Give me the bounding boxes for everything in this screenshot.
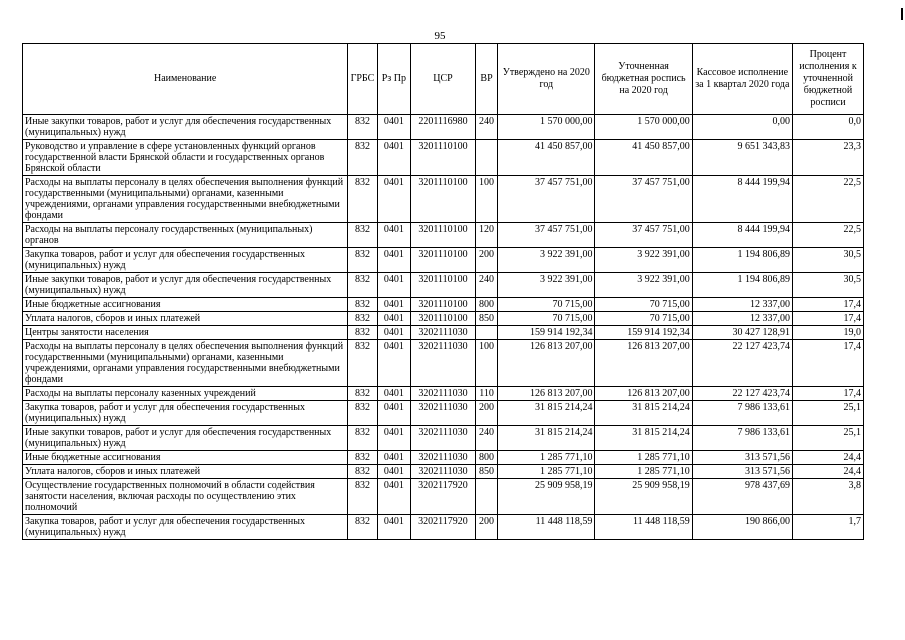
cell-cash: 12 337,00 — [692, 298, 792, 312]
cell-csr: 3202111030 — [411, 401, 476, 426]
cell-rzpr: 0401 — [377, 115, 410, 140]
cell-csr: 3201110100 — [411, 176, 476, 223]
cell-rzpr: 0401 — [377, 465, 410, 479]
cell-name: Расходы на выплаты персоналу казенных учреждений — [23, 387, 348, 401]
cell-name: Закупка товаров, работ и услуг для обеспечения государственных (муниципальных) нужд — [23, 401, 348, 426]
cell-approved: 31 815 214,24 — [498, 426, 595, 451]
cell-grbs: 832 — [348, 312, 377, 326]
cell-approved: 126 813 207,00 — [498, 340, 595, 387]
cell-vr: 100 — [475, 176, 497, 223]
cell-refined: 41 450 857,00 — [595, 140, 692, 176]
table-row — [23, 465, 864, 479]
cell-csr: 3201110100 — [411, 248, 476, 273]
cell-approved: 37 457 751,00 — [498, 223, 595, 248]
cell-rzpr: 0401 — [377, 273, 410, 298]
col-header-rzpr: Рз Пр — [377, 44, 410, 115]
cell-csr: 3201110100 — [411, 298, 476, 312]
cell-percent: 25,1 — [793, 401, 864, 426]
budget-table — [22, 43, 864, 540]
cell-name: Уплата налогов, сборов и иных платежей — [23, 465, 348, 479]
cell-grbs: 832 — [348, 115, 377, 140]
cell-name: Расходы на выплаты персоналу в целях обеспечения выполнения функций государственными (муниципальными) органами, казенными учреждениями, органами управления государственными внебюджетными фондами — [23, 340, 348, 387]
col-header-refined: Уточненная бюджетная роспись на 2020 год — [595, 44, 692, 115]
cell-cash: 22 127 423,74 — [692, 340, 792, 387]
table-row — [23, 176, 864, 223]
table-row — [23, 426, 864, 451]
cell-approved: 31 815 214,24 — [498, 401, 595, 426]
cell-rzpr: 0401 — [377, 248, 410, 273]
cell-grbs: 832 — [348, 326, 377, 340]
cell-vr: 800 — [475, 298, 497, 312]
cell-grbs: 832 — [348, 426, 377, 451]
cell-refined: 37 457 751,00 — [595, 176, 692, 223]
cell-percent: 17,4 — [793, 298, 864, 312]
table-row — [23, 223, 864, 248]
cell-csr: 3202111030 — [411, 451, 476, 465]
cell-csr: 3202117920 — [411, 479, 476, 515]
cell-approved: 3 922 391,00 — [498, 273, 595, 298]
table-row — [23, 115, 864, 140]
cell-refined: 70 715,00 — [595, 312, 692, 326]
cell-cash: 22 127 423,74 — [692, 387, 792, 401]
cell-rzpr: 0401 — [377, 479, 410, 515]
cell-percent: 22,5 — [793, 223, 864, 248]
table-row — [23, 401, 864, 426]
cell-grbs: 832 — [348, 273, 377, 298]
cell-rzpr: 0401 — [377, 515, 410, 540]
cell-vr: 850 — [475, 312, 497, 326]
cell-rzpr: 0401 — [377, 451, 410, 465]
cell-vr — [475, 479, 497, 515]
table-row — [23, 387, 864, 401]
cell-csr: 3202111030 — [411, 340, 476, 387]
cell-name: Расходы на выплаты персоналу в целях обеспечения выполнения функций государственными (муниципальными) органами, казенными учреждениями, органами управления государственными внебюджетными фондами — [23, 176, 348, 223]
cell-name: Иные бюджетные ассигнования — [23, 298, 348, 312]
cell-vr: 850 — [475, 465, 497, 479]
cell-csr: 3201110100 — [411, 223, 476, 248]
table-row — [23, 273, 864, 298]
cell-percent: 17,4 — [793, 387, 864, 401]
cell-name: Руководство и управление в сфере установленных функций органов государственной власти Брянской области и государственных органов Брянской области — [23, 140, 348, 176]
cell-rzpr: 0401 — [377, 312, 410, 326]
col-header-percent: Процент исполнения к уточненной бюджетной росписи — [793, 44, 864, 115]
cell-approved: 126 813 207,00 — [498, 387, 595, 401]
cell-name: Закупка товаров, работ и услуг для обеспечения государственных (муниципальных) нужд — [23, 248, 348, 273]
cell-refined: 3 922 391,00 — [595, 248, 692, 273]
cell-rzpr: 0401 — [377, 176, 410, 223]
cell-name: Иные закупки товаров, работ и услуг для обеспечения государственных (муниципальных) нужд — [23, 273, 348, 298]
cell-rzpr: 0401 — [377, 140, 410, 176]
header-row — [23, 44, 864, 115]
cell-refined: 159 914 192,34 — [595, 326, 692, 340]
col-header-cash: Кассовое исполнение за 1 квартал 2020 года — [692, 44, 792, 115]
cell-vr: 240 — [475, 115, 497, 140]
col-header-name: Наименование — [23, 44, 348, 115]
cell-vr: 100 — [475, 340, 497, 387]
cell-approved: 159 914 192,34 — [498, 326, 595, 340]
cell-csr: 3202111030 — [411, 465, 476, 479]
table-row — [23, 312, 864, 326]
cell-vr: 110 — [475, 387, 497, 401]
table-row — [23, 140, 864, 176]
cell-refined: 1 285 771,10 — [595, 465, 692, 479]
cell-vr: 800 — [475, 451, 497, 465]
cell-percent: 3,8 — [793, 479, 864, 515]
cell-cash: 1 194 806,89 — [692, 248, 792, 273]
cell-percent: 30,5 — [793, 273, 864, 298]
cell-cash: 978 437,69 — [692, 479, 792, 515]
cell-percent: 17,4 — [793, 312, 864, 326]
cell-approved: 70 715,00 — [498, 312, 595, 326]
cell-approved: 1 285 771,10 — [498, 451, 595, 465]
cell-refined: 37 457 751,00 — [595, 223, 692, 248]
cell-grbs: 832 — [348, 248, 377, 273]
cell-rzpr: 0401 — [377, 298, 410, 312]
cell-percent: 1,7 — [793, 515, 864, 540]
col-header-csr: ЦСР — [411, 44, 476, 115]
cell-rzpr: 0401 — [377, 326, 410, 340]
cell-vr — [475, 140, 497, 176]
cell-name: Центры занятости населения — [23, 326, 348, 340]
cell-refined: 126 813 207,00 — [595, 340, 692, 387]
cell-name: Закупка товаров, работ и услуг для обеспечения государственных (муниципальных) нужд — [23, 515, 348, 540]
cell-name: Уплата налогов, сборов и иных платежей — [23, 312, 348, 326]
cell-rzpr: 0401 — [377, 426, 410, 451]
cell-grbs: 832 — [348, 387, 377, 401]
cell-cash: 313 571,56 — [692, 451, 792, 465]
cell-grbs: 832 — [348, 451, 377, 465]
cell-grbs: 832 — [348, 140, 377, 176]
col-header-grbs: ГРБС — [348, 44, 377, 115]
cell-cash: 190 866,00 — [692, 515, 792, 540]
cell-grbs: 832 — [348, 223, 377, 248]
cell-refined: 126 813 207,00 — [595, 387, 692, 401]
cell-approved: 37 457 751,00 — [498, 176, 595, 223]
table-row — [23, 479, 864, 515]
cell-percent: 23,3 — [793, 140, 864, 176]
edge-mark — [901, 8, 903, 20]
cell-percent: 19,0 — [793, 326, 864, 340]
cell-name: Иные бюджетные ассигнования — [23, 451, 348, 465]
cell-grbs: 832 — [348, 401, 377, 426]
cell-approved: 1 570 000,00 — [498, 115, 595, 140]
cell-percent: 24,4 — [793, 465, 864, 479]
cell-percent: 0,0 — [793, 115, 864, 140]
cell-csr: 3202111030 — [411, 426, 476, 451]
cell-csr: 3201110100 — [411, 273, 476, 298]
cell-percent: 17,4 — [793, 340, 864, 387]
cell-approved: 70 715,00 — [498, 298, 595, 312]
table-row — [23, 298, 864, 312]
cell-grbs: 832 — [348, 465, 377, 479]
cell-vr: 240 — [475, 273, 497, 298]
cell-csr: 3201110100 — [411, 140, 476, 176]
cell-rzpr: 0401 — [377, 387, 410, 401]
cell-percent: 30,5 — [793, 248, 864, 273]
cell-refined: 70 715,00 — [595, 298, 692, 312]
cell-refined: 1 570 000,00 — [595, 115, 692, 140]
cell-grbs: 832 — [348, 479, 377, 515]
cell-csr: 3202111030 — [411, 387, 476, 401]
cell-cash: 7 986 133,61 — [692, 401, 792, 426]
cell-vr: 200 — [475, 248, 497, 273]
table-row — [23, 248, 864, 273]
cell-percent: 24,4 — [793, 451, 864, 465]
cell-name: Осуществление государственных полномочий в области содействия занятости населения, включая расходы по осуществлению этих полномочий — [23, 479, 348, 515]
cell-csr: 2201116980 — [411, 115, 476, 140]
table-row — [23, 451, 864, 465]
cell-percent: 25,1 — [793, 426, 864, 451]
cell-cash: 1 194 806,89 — [692, 273, 792, 298]
cell-approved: 1 285 771,10 — [498, 465, 595, 479]
cell-name: Иные закупки товаров, работ и услуг для обеспечения государственных (муниципальных) нужд — [23, 426, 348, 451]
cell-cash: 313 571,56 — [692, 465, 792, 479]
cell-vr: 240 — [475, 426, 497, 451]
cell-refined: 1 285 771,10 — [595, 451, 692, 465]
cell-vr: 200 — [475, 401, 497, 426]
col-header-vr: ВР — [475, 44, 497, 115]
cell-refined: 3 922 391,00 — [595, 273, 692, 298]
cell-approved: 3 922 391,00 — [498, 248, 595, 273]
col-header-approved: Утверждено на 2020 год — [498, 44, 595, 115]
table-row — [23, 326, 864, 340]
cell-cash: 9 651 343,83 — [692, 140, 792, 176]
cell-rzpr: 0401 — [377, 340, 410, 387]
cell-rzpr: 0401 — [377, 401, 410, 426]
cell-grbs: 832 — [348, 298, 377, 312]
cell-cash: 30 427 128,91 — [692, 326, 792, 340]
cell-refined: 25 909 958,19 — [595, 479, 692, 515]
cell-csr: 3202111030 — [411, 326, 476, 340]
cell-cash: 0,00 — [692, 115, 792, 140]
cell-approved: 11 448 118,59 — [498, 515, 595, 540]
table-row — [23, 515, 864, 540]
table-row — [23, 340, 864, 387]
cell-rzpr: 0401 — [377, 223, 410, 248]
cell-cash: 8 444 199,94 — [692, 223, 792, 248]
cell-grbs: 832 — [348, 515, 377, 540]
cell-name: Расходы на выплаты персоналу государственных (муниципальных) органов — [23, 223, 348, 248]
cell-refined: 31 815 214,24 — [595, 401, 692, 426]
cell-refined: 31 815 214,24 — [595, 426, 692, 451]
cell-percent: 22,5 — [793, 176, 864, 223]
cell-name: Иные закупки товаров, работ и услуг для обеспечения государственных (муниципальных) нужд — [23, 115, 348, 140]
cell-csr: 3201110100 — [411, 312, 476, 326]
cell-cash: 12 337,00 — [692, 312, 792, 326]
cell-vr: 200 — [475, 515, 497, 540]
cell-grbs: 832 — [348, 340, 377, 387]
cell-cash: 8 444 199,94 — [692, 176, 792, 223]
cell-vr — [475, 326, 497, 340]
cell-vr: 120 — [475, 223, 497, 248]
cell-refined: 11 448 118,59 — [595, 515, 692, 540]
page-number: 95 — [434, 30, 446, 42]
cell-cash: 7 986 133,61 — [692, 426, 792, 451]
cell-csr: 3202117920 — [411, 515, 476, 540]
cell-approved: 41 450 857,00 — [498, 140, 595, 176]
cell-grbs: 832 — [348, 176, 377, 223]
cell-approved: 25 909 958,19 — [498, 479, 595, 515]
